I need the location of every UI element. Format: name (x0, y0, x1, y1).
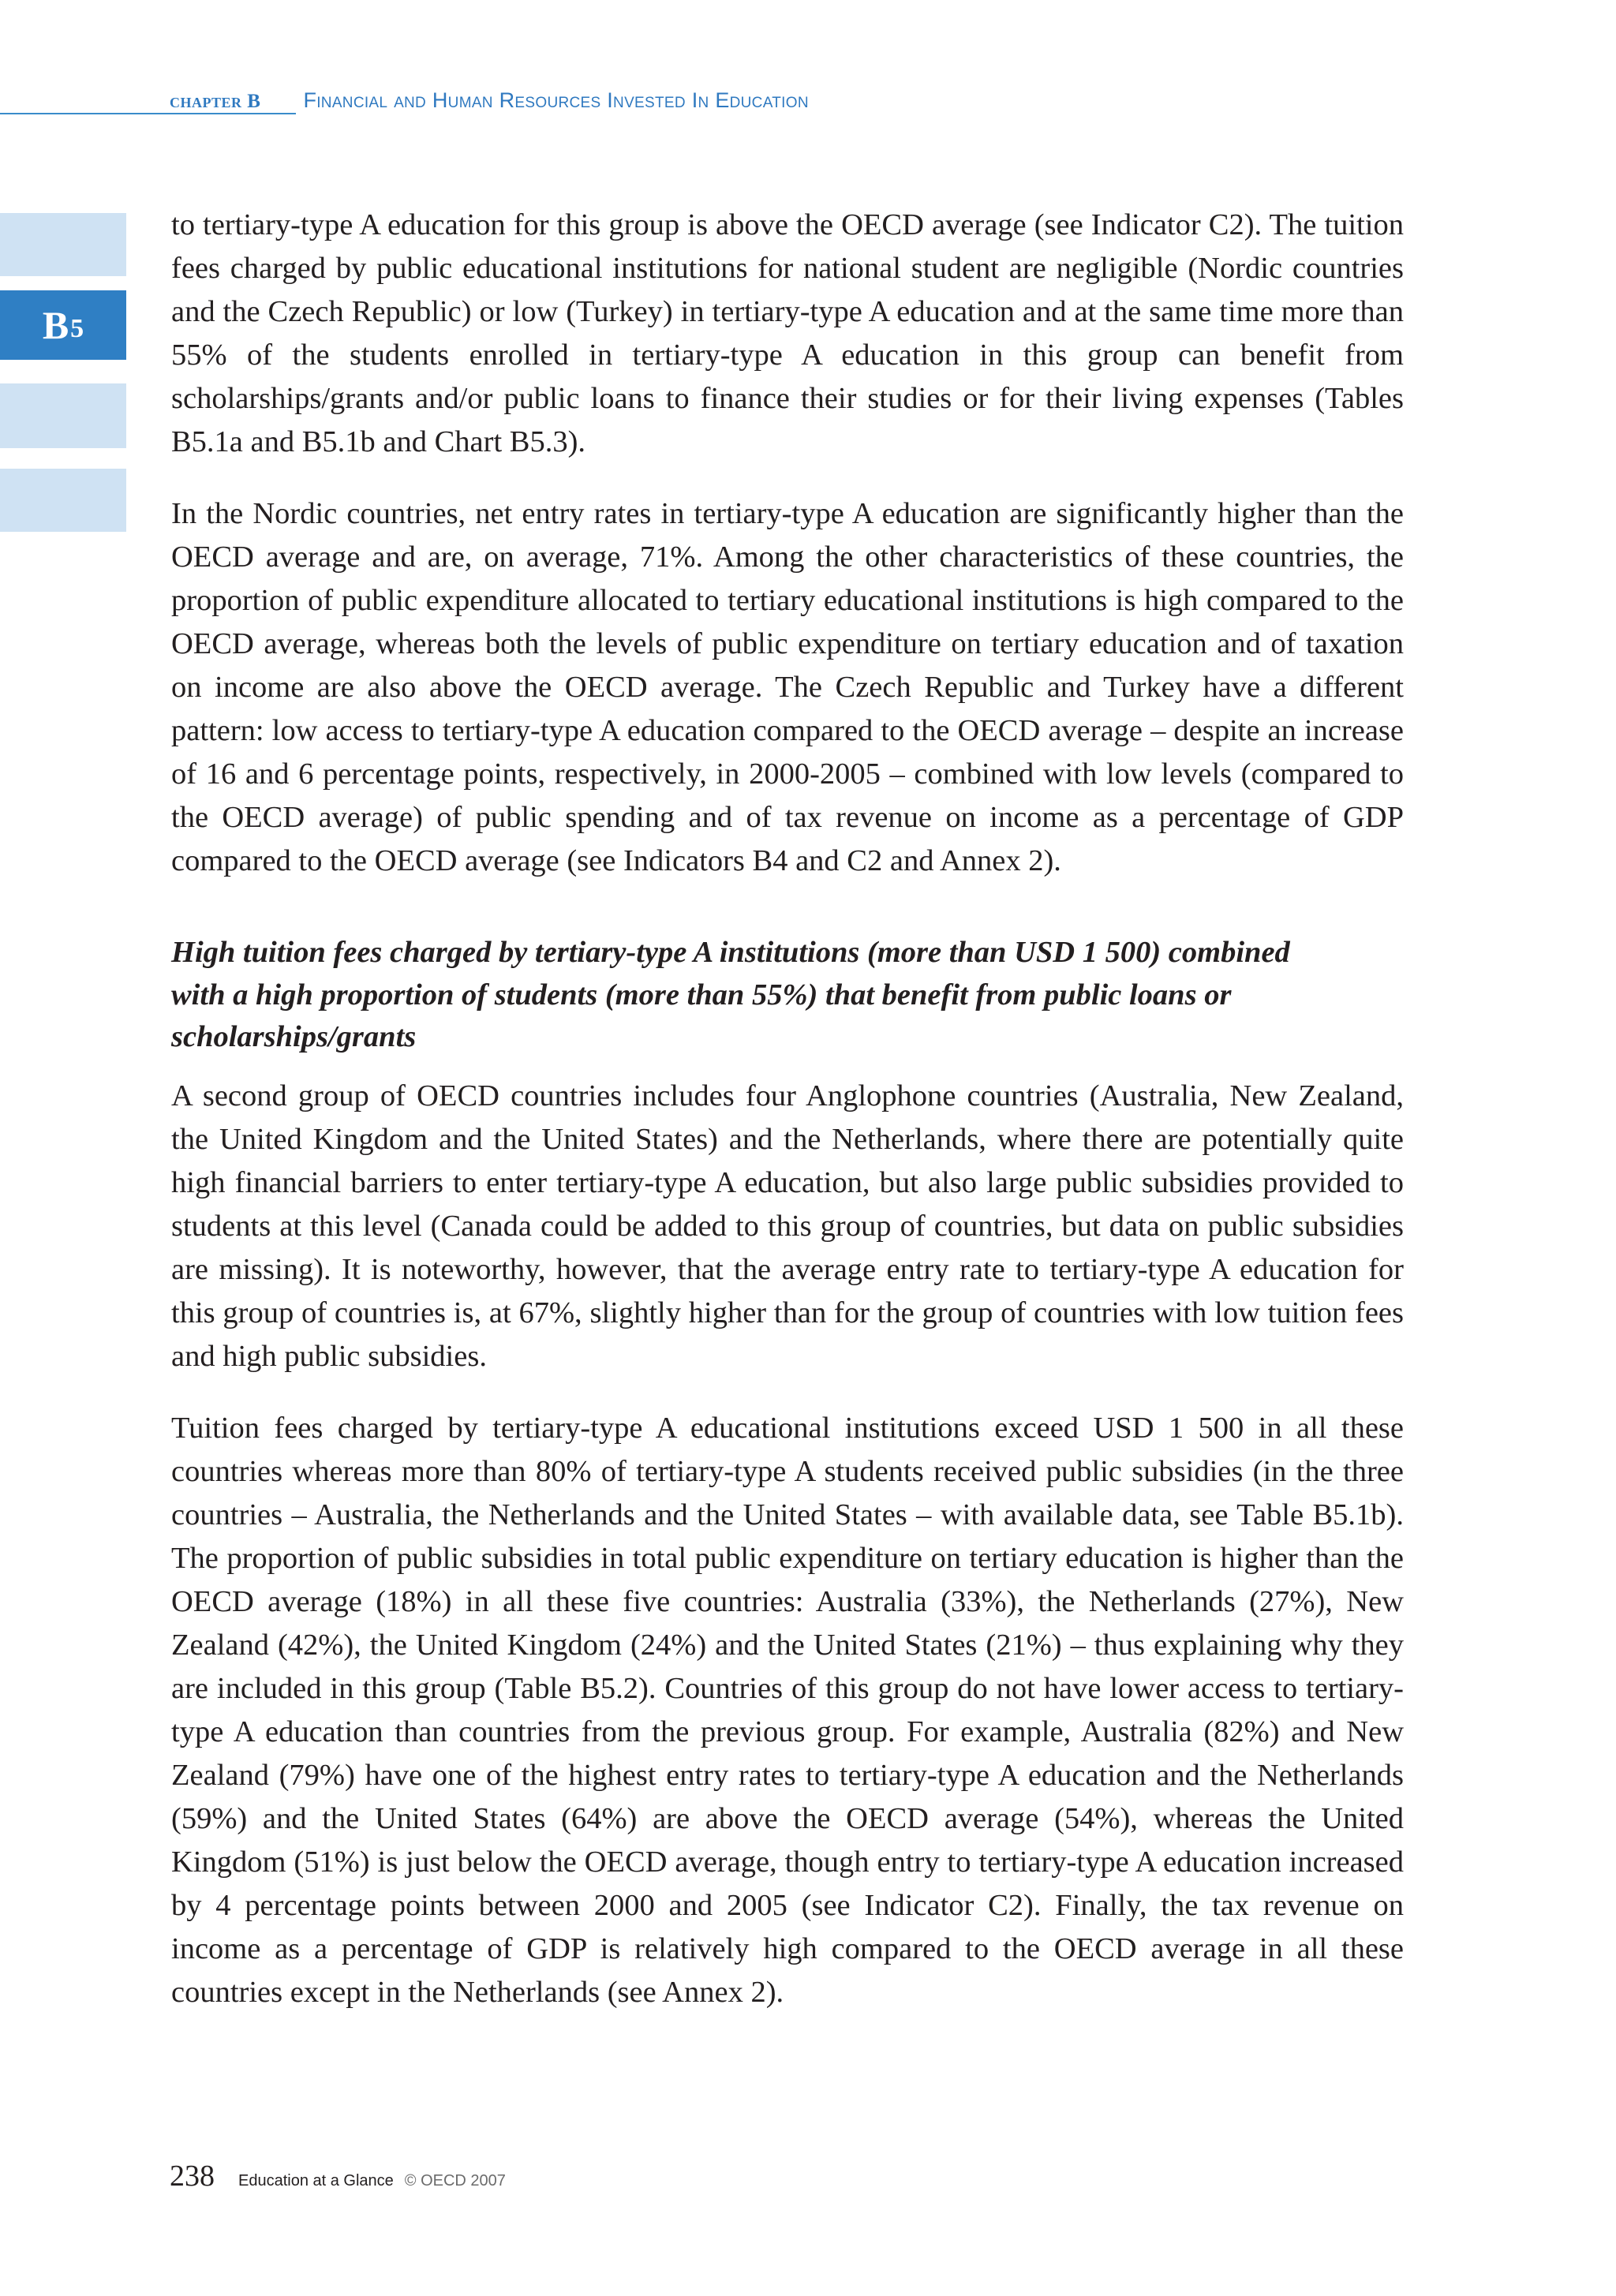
side-tab-decor-1 (0, 213, 126, 276)
header-rule (0, 113, 296, 114)
paragraph: In the Nordic countries, net entry rates in tertiary-type A education are significantly higher than the OECD average and are, on average, 71%. Among the other characteristics of these countries, the proportion of public expenditure allocated to tertiary educational institutions is high compared to the OECD average, whereas both the levels of public expenditure on tertiary education and of taxation on income are also above the OECD average. The Czech Republic and Turkey have a different pattern: low access to tertiary-type A education compared to the OECD average – despite an increase of 16 and 6 percentage points, respectively, in 2000-2005 – combined with low levels (compared to the OECD average) of public spending and of tax revenue on income as a percentage of GDP compared to the OECD average (see Indicators B4 and C2 and Annex 2). (171, 497, 1404, 877)
side-tab-letter: B (42, 303, 69, 347)
paragraph: to tertiary-type A education for this group is above the OECD average (see Indicator C2). The tuition fees charged by public educational institutions for national student are negligible (Nordic countries and the Czech Republic) or low (Turkey) in tertiary-type A education and at the same time more than 55% of the students enrolled in tertiary-type A education in this group can benefit from scholarships/grants and/or public loans to finance their studies or for their living expenses (Tables B5.1a and B5.1b and Chart B5.3). (171, 208, 1404, 458)
running-header (170, 88, 809, 113)
main-content (171, 204, 1404, 2043)
side-tab-decor-3 (0, 469, 126, 532)
paragraph: A second group of OECD countries includes four Anglophone countries (Australia, New Zealand, the United Kingdom and the United States) and the Netherlands, where there are potentially quite high financial barriers to enter tertiary-type A education, but also large public subsidies provided to students at this level (Canada could be added to this group of countries, but data on public subsidies are missing). It is noteworthy, however, that the average entry rate to tertiary-type A education for this group of countries is, at 67%, slightly higher than for the group of countries with low tuition fees and high public subsidies. (171, 1079, 1404, 1373)
paragraph: Tuition fees charged by tertiary-type A educational institutions exceed USD 1 500 in all these countries whereas more than 80% of tertiary-type A students received public subsidies (in the three countries – Australia, the Netherlands and the United States – with available data, see Table B5.1b). The proportion of public subsidies in total public expenditure on tertiary education is higher than the OECD average (18%) in all these five countries: Australia (33%), the Netherlands (27%), New Zealand (42%), the United Kingdom (24%) and the United States (21%) – thus explaining why they are included in this group (Table B5.2). Countries of this group do not have lower access to tertiary-type A education than countries from the previous group. For example, Australia (82%) and New Zealand (79%) have one of the highest entry rates to tertiary-type A education and the Netherlands (59%) and the United States (64%) are above the OECD average (54%), whereas the United Kingdom (51%) is just below the OECD average, though entry to tertiary-type A education increased by 4 percentage points between 2000 and 2005 (see Indicator C2). Finally, the tax revenue on income as a percentage of GDP is relatively high compared to the OECD average in all these countries except in the Netherlands (see Annex 2). (171, 1411, 1404, 2009)
side-tab-number: 5 (70, 314, 84, 343)
page-footer (170, 2159, 506, 2193)
side-tab-b5 (0, 290, 126, 360)
chapter-label: chapter B (170, 91, 261, 112)
chapter-title: Financial and Human Resources Invested In Education (303, 88, 809, 112)
publication-title: Education at a Glance (238, 2172, 394, 2189)
page-number: 238 (170, 2160, 215, 2193)
side-tab-decor-2 (0, 383, 126, 448)
copyright-notice: © OECD 2007 (404, 2172, 506, 2189)
section-subheading: High tuition fees charged by tertiary-type A institutions (more than USD 1 500) combined with a high proportion of students (more than 55%) that benefit from public loans or scholarships/grants (171, 936, 1290, 1053)
